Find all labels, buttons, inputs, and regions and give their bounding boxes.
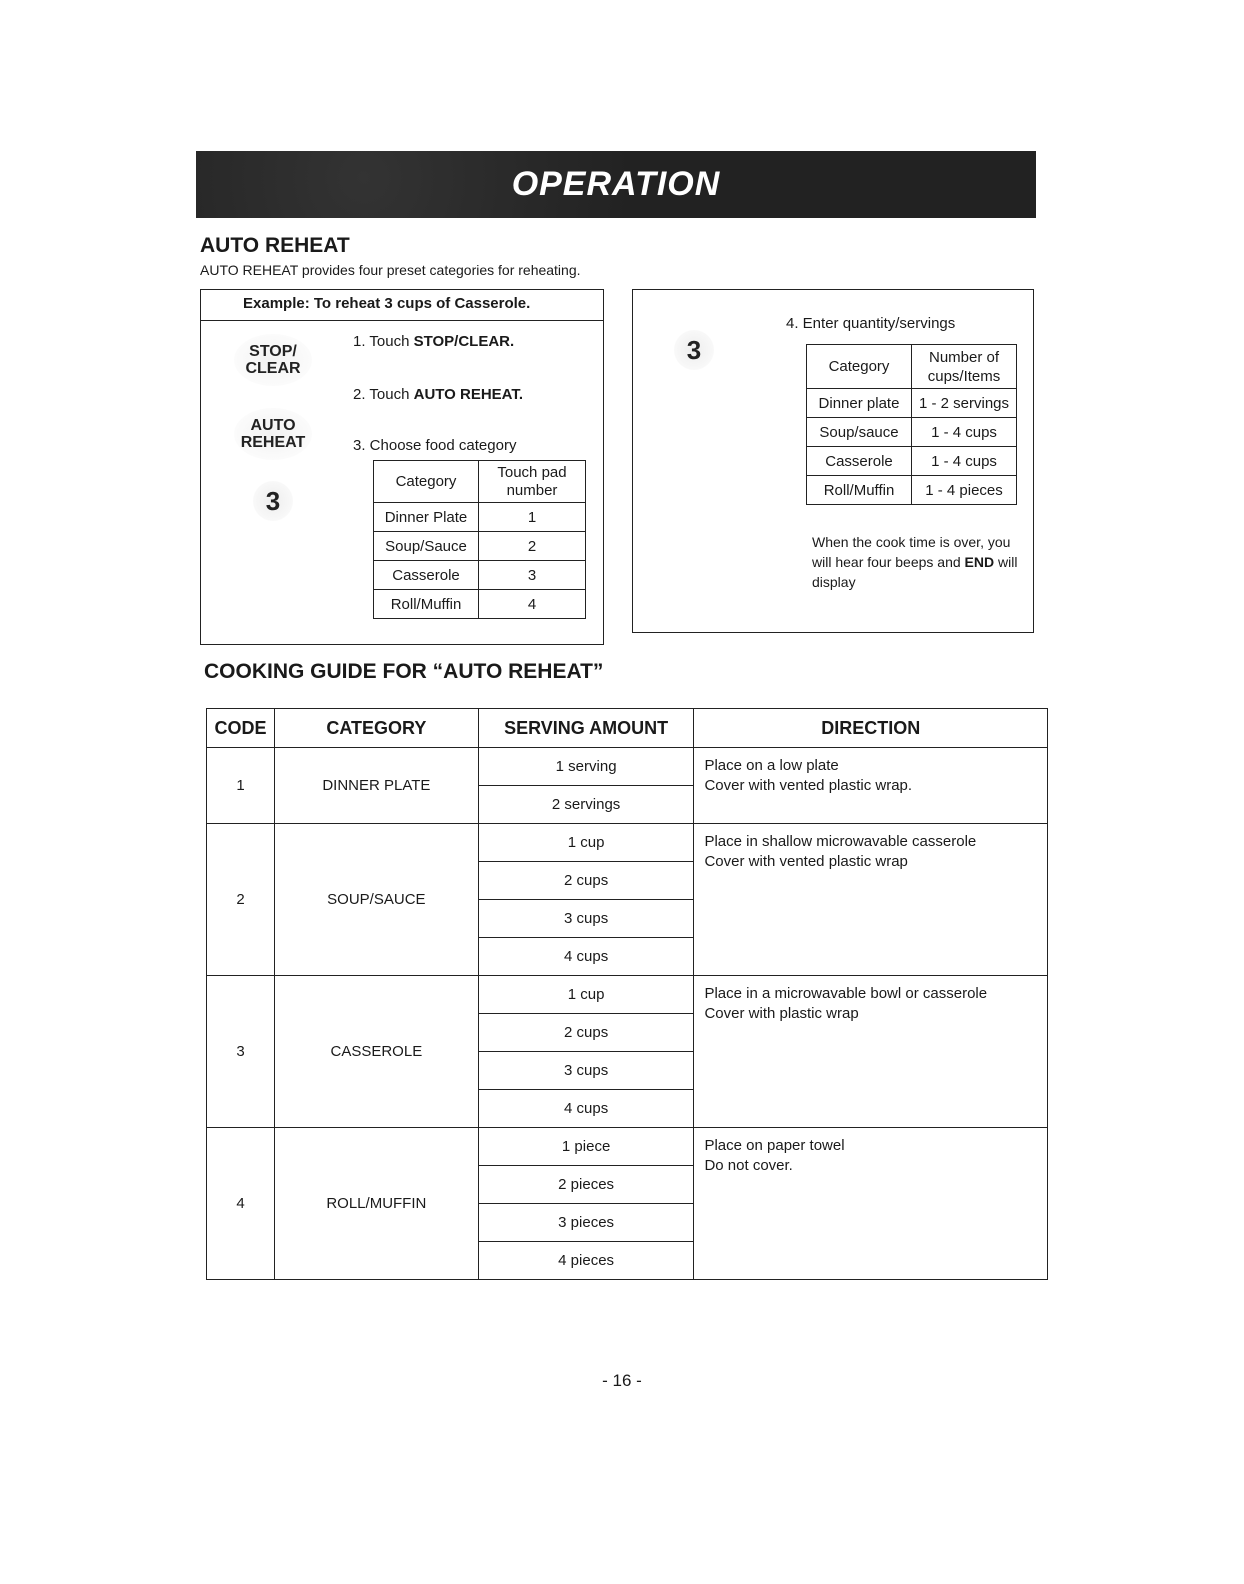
example-box bbox=[200, 289, 604, 645]
step-1-bold: STOP/CLEAR. bbox=[413, 333, 515, 350]
cooking-guide-title: COOKING GUIDE FOR “AUTO REHEAT” bbox=[204, 660, 604, 683]
auto-pad-label-2: REHEAT bbox=[240, 434, 306, 451]
guide-amount: 1 serving bbox=[478, 748, 694, 786]
auto-reheat-title: AUTO REHEAT bbox=[200, 234, 350, 257]
table-cell: 1 - 2 servings bbox=[912, 389, 1017, 418]
table-cell: Casserole bbox=[807, 447, 912, 476]
table-cell: Dinner Plate bbox=[374, 503, 479, 532]
table-row bbox=[207, 824, 1048, 862]
direction-line: Do not cover. bbox=[704, 1157, 793, 1174]
step-1 bbox=[353, 333, 514, 350]
touch-pad-header-number: Touch pad number bbox=[479, 461, 586, 503]
stop-pad-label-2: CLEAR bbox=[245, 360, 301, 377]
guide-code: 4 bbox=[207, 1128, 275, 1280]
number-3-pad-icon: 3 bbox=[674, 330, 714, 370]
guide-amount: 2 servings bbox=[478, 786, 694, 824]
example-heading: Example: To reheat 3 cups of Casserole. bbox=[243, 295, 531, 312]
table-row bbox=[207, 976, 1048, 1014]
guide-amount: 2 cups bbox=[478, 1014, 694, 1052]
table-cell: 3 bbox=[479, 561, 586, 590]
auto-pad-label-1: AUTO bbox=[250, 417, 296, 434]
guide-direction bbox=[694, 824, 1048, 976]
stop-clear-pad-icon bbox=[234, 334, 312, 386]
note-end: END bbox=[964, 554, 995, 570]
guide-amount: 1 cup bbox=[478, 824, 694, 862]
guide-header-direction: DIRECTION bbox=[694, 709, 1048, 748]
guide-amount: 4 pieces bbox=[478, 1242, 694, 1280]
direction-line: Place in shallow microwavable casserole bbox=[704, 833, 977, 850]
note-prefix: When the cook time is over, you will hear four beeps and bbox=[812, 534, 1011, 570]
table-cell: 1 - 4 pieces bbox=[912, 476, 1017, 505]
guide-amount: 2 cups bbox=[478, 862, 694, 900]
direction-line: Cover with vented plastic wrap bbox=[704, 853, 908, 870]
guide-code: 2 bbox=[207, 824, 275, 976]
guide-category: DINNER PLATE bbox=[274, 748, 478, 824]
guide-category: CASSEROLE bbox=[274, 976, 478, 1128]
guide-amount: 3 pieces bbox=[478, 1204, 694, 1242]
guide-direction bbox=[694, 748, 1048, 824]
banner-title: OPERATION bbox=[511, 165, 721, 203]
direction-line: Cover with vented plastic wrap. bbox=[704, 777, 913, 794]
quantity-header-number: Number of cups/Items bbox=[912, 345, 1017, 389]
step-1-prefix: 1. Touch bbox=[353, 333, 414, 350]
table-cell: 1 - 4 cups bbox=[912, 418, 1017, 447]
table-cell: Roll/Muffin bbox=[807, 476, 912, 505]
table-cell: 2 bbox=[479, 532, 586, 561]
table-row bbox=[207, 1128, 1048, 1166]
guide-amount: 1 cup bbox=[478, 976, 694, 1014]
page-number: - 16 - bbox=[602, 1371, 642, 1390]
direction-line: Place on paper towel bbox=[704, 1137, 845, 1154]
table-cell: Casserole bbox=[374, 561, 479, 590]
cooking-guide-table bbox=[206, 708, 1048, 1280]
guide-direction bbox=[694, 1128, 1048, 1280]
step-2 bbox=[353, 386, 523, 403]
step-2-prefix: 2. Touch bbox=[353, 386, 414, 403]
quantity-table bbox=[806, 344, 1017, 505]
stop-pad-label-1: STOP/ bbox=[249, 343, 297, 360]
table-cell: 1 bbox=[479, 503, 586, 532]
quantity-header-category: Category bbox=[807, 345, 912, 389]
example-heading-bar bbox=[201, 290, 603, 321]
guide-category: SOUP/SAUCE bbox=[274, 824, 478, 976]
section-banner bbox=[196, 151, 1036, 218]
guide-header-code: CODE bbox=[207, 709, 275, 748]
step-2-bold: AUTO REHEAT. bbox=[413, 386, 524, 403]
table-cell: Roll/Muffin bbox=[374, 590, 479, 619]
direction-line: Place in a microwavable bowl or casserole bbox=[704, 985, 988, 1002]
table-cell: 4 bbox=[479, 590, 586, 619]
guide-code: 1 bbox=[207, 748, 275, 824]
guide-amount: 4 cups bbox=[478, 938, 694, 976]
step-4: 4. Enter quantity/servings bbox=[786, 315, 956, 332]
guide-amount: 3 cups bbox=[478, 900, 694, 938]
direction-line: Cover with plastic wrap bbox=[704, 1005, 859, 1022]
guide-header-category: CATEGORY bbox=[274, 709, 478, 748]
guide-category: ROLL/MUFFIN bbox=[274, 1128, 478, 1280]
guide-amount: 2 pieces bbox=[478, 1166, 694, 1204]
note-suffix: will display bbox=[812, 554, 1018, 590]
guide-amount: 1 piece bbox=[478, 1128, 694, 1166]
cook-time-note bbox=[812, 532, 1027, 592]
step-3: 3. Choose food category bbox=[353, 437, 517, 454]
table-row bbox=[207, 748, 1048, 786]
number-3-pad-icon: 3 bbox=[253, 481, 293, 521]
auto-reheat-pad-icon bbox=[234, 408, 312, 460]
guide-amount: 4 cups bbox=[478, 1090, 694, 1128]
table-cell: Dinner plate bbox=[807, 389, 912, 418]
touch-pad-header-category: Category bbox=[374, 461, 479, 503]
guide-direction bbox=[694, 976, 1048, 1128]
guide-code: 3 bbox=[207, 976, 275, 1128]
auto-reheat-intro: AUTO REHEAT provides four preset categories for reheating. bbox=[200, 262, 581, 278]
touch-pad-table bbox=[373, 460, 586, 619]
guide-header-serving: SERVING AMOUNT bbox=[478, 709, 694, 748]
table-cell: Soup/Sauce bbox=[374, 532, 479, 561]
guide-amount: 3 cups bbox=[478, 1052, 694, 1090]
direction-line: Place on a low plate bbox=[704, 757, 839, 774]
table-cell: Soup/sauce bbox=[807, 418, 912, 447]
table-cell: 1 - 4 cups bbox=[912, 447, 1017, 476]
